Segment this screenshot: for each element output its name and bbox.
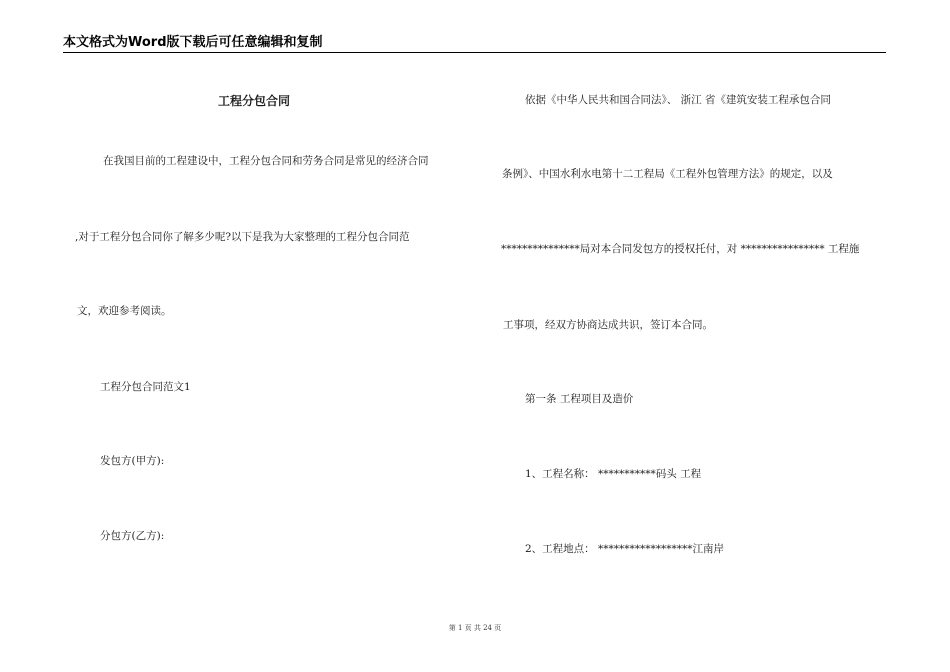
- intro-line-1: 在我国目前的工程建设中，工程分包合同和劳务合同是常见的经济合同: [103, 155, 429, 167]
- sample-heading: 工程分包合同范文1: [100, 381, 191, 393]
- page-header-banner: 本文格式为Word版下载后可任意编辑和复制: [63, 35, 323, 50]
- intro-line-3: 文，欢迎参考阅读。: [77, 305, 172, 317]
- basis-line-4: 工事项，经双方协商达成共识，签订本合同。: [503, 319, 713, 331]
- page-number-footer: 第 1 页 共 24 页: [448, 624, 502, 632]
- basis-line-2: 条例》、中国水利水电第十二工程局《工程外包管理方法》的规定，以及: [502, 168, 833, 180]
- basis-line-1: 依据《中华人民共和国合同法》、 浙江 省《建筑安装工程承包合同: [525, 94, 831, 106]
- document-title: 工程分包合同: [218, 94, 291, 108]
- article-1-heading: 第一条 工程项目及造价: [525, 393, 634, 405]
- party-a-label: 发包方(甲方):: [100, 455, 165, 467]
- article-1-item-1: 1、工程名称： ***********码头 工程: [525, 468, 702, 480]
- intro-line-2: ,对于工程分包合同你了解多少呢?以下是我为大家整理的工程分包合同范: [75, 231, 410, 243]
- basis-line-3: ***************局对本合同发包方的授权托付，对 **************** 工程施: [501, 243, 860, 255]
- article-1-item-2: 2、工程地点： ******************江南岸: [525, 543, 725, 555]
- right-column: [475, 0, 950, 672]
- party-b-label: 分包方(乙方):: [100, 530, 165, 542]
